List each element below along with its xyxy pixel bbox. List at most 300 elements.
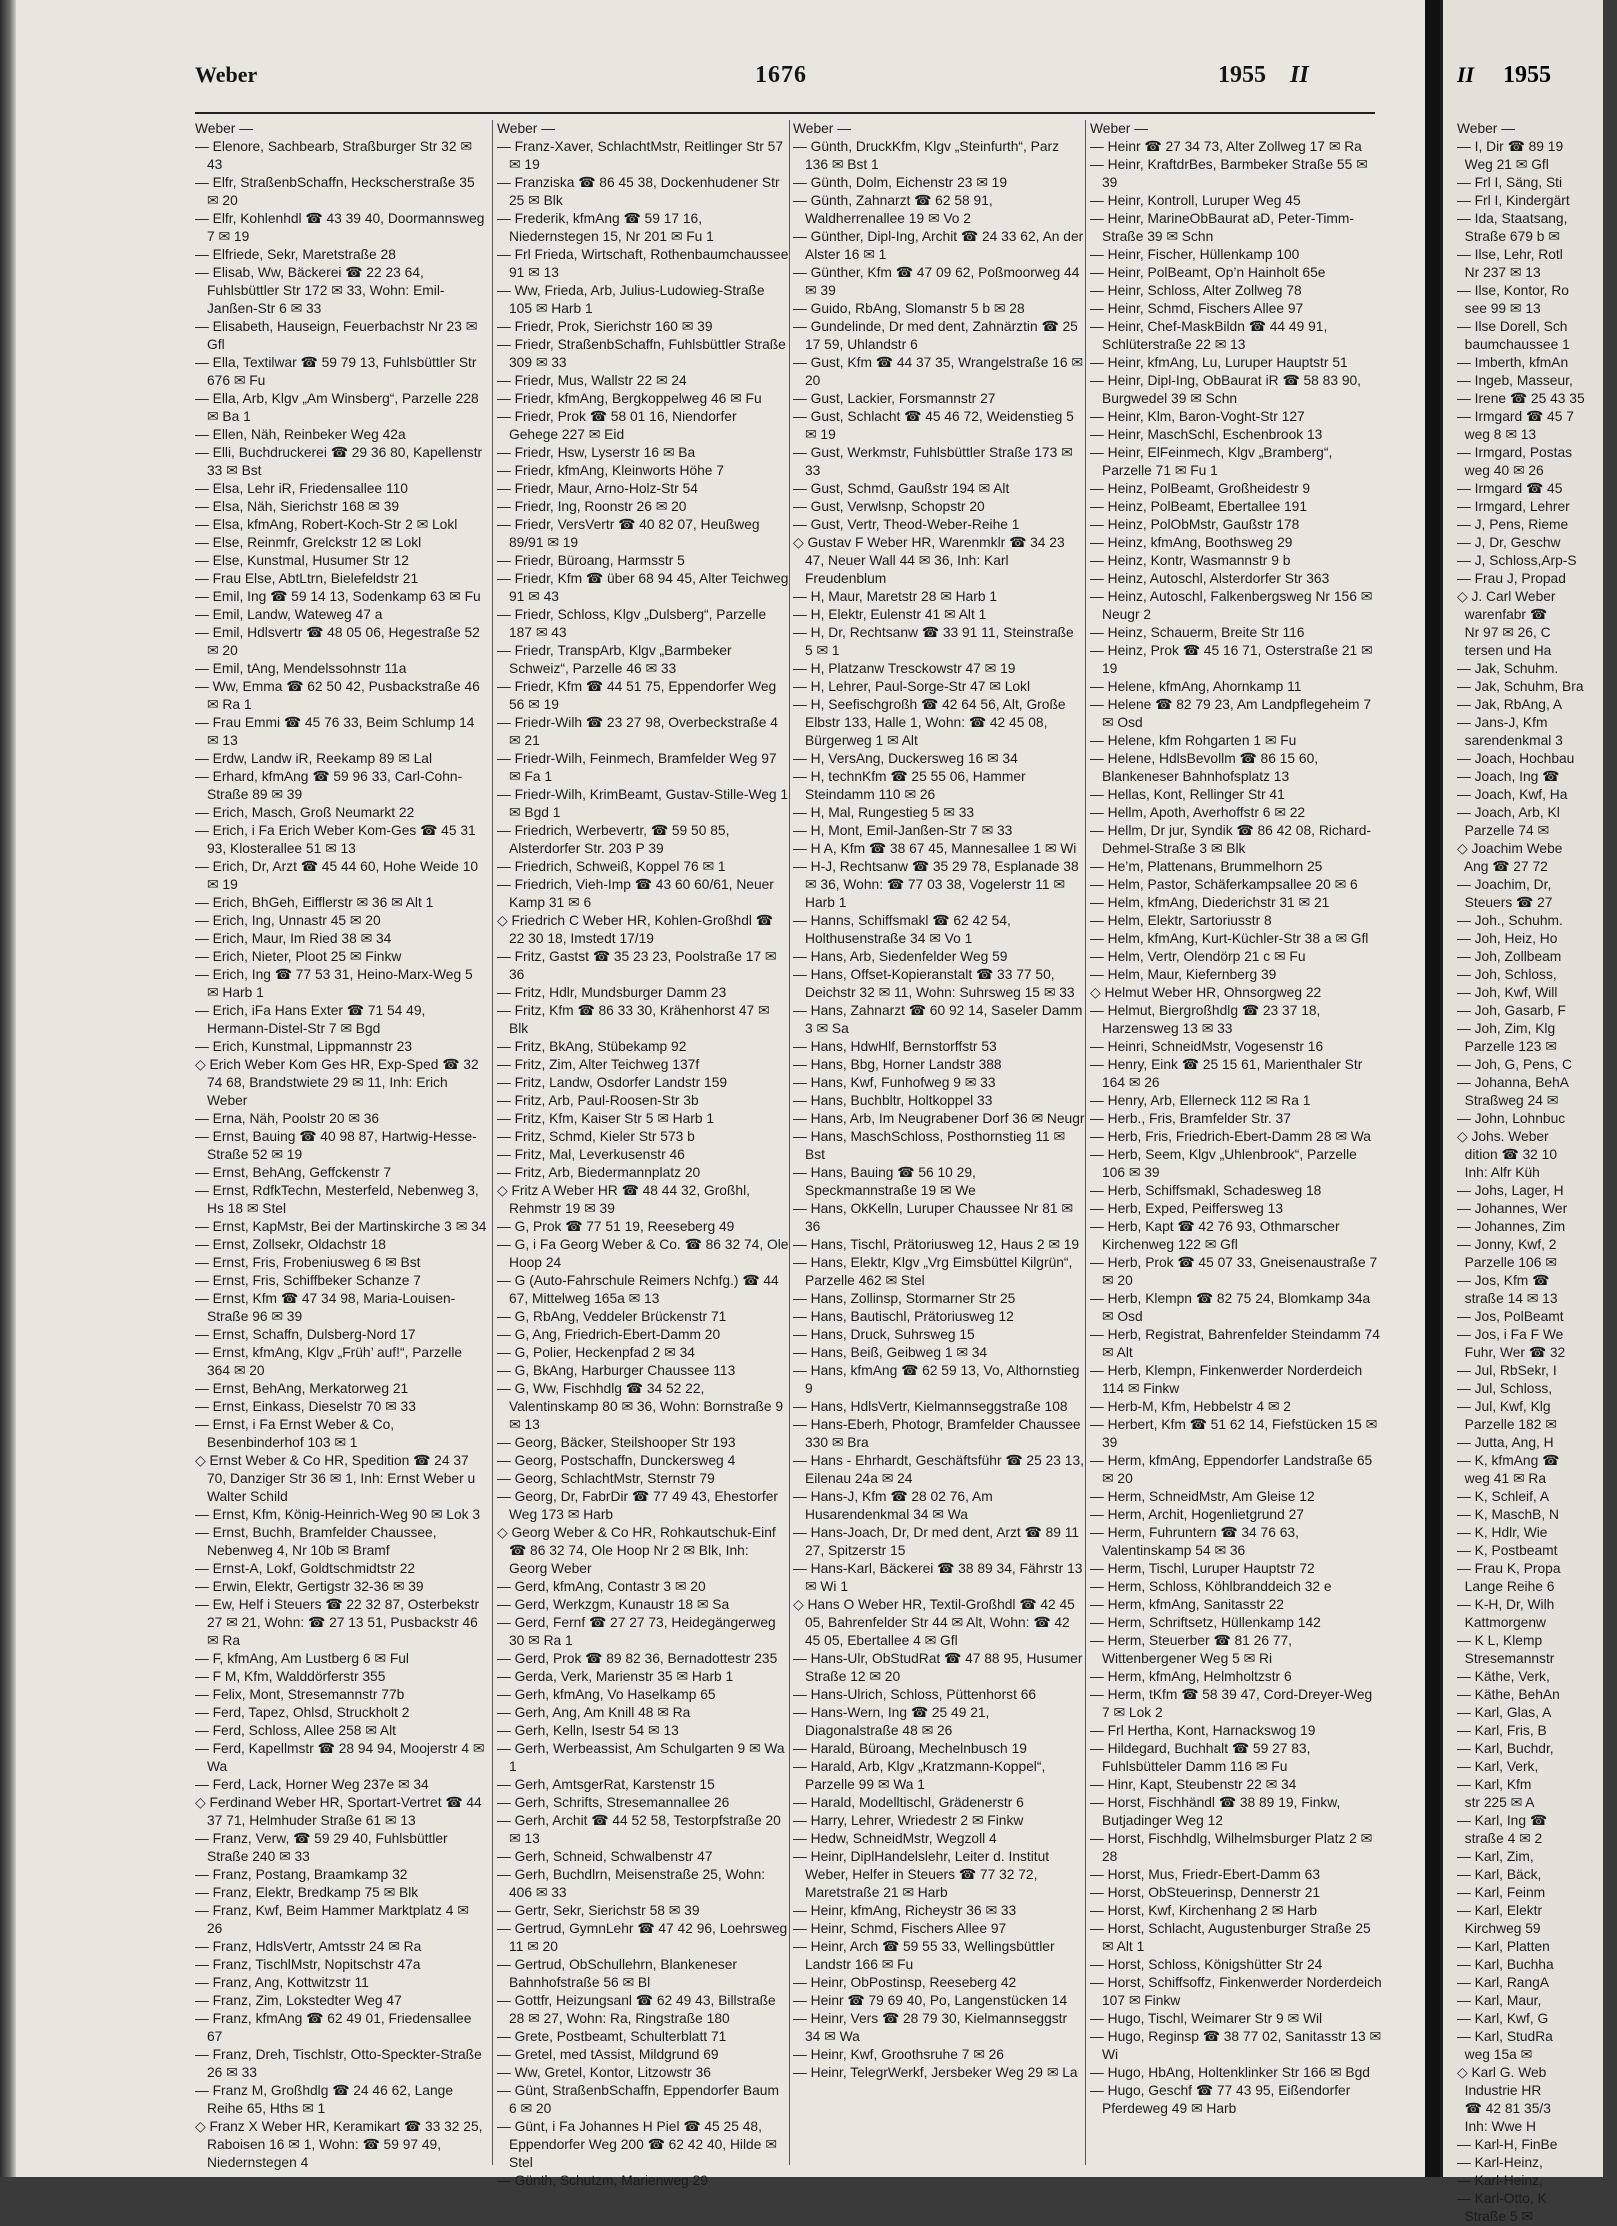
directory-entry: — Fritz, Arb, Biedermannplatz 20 [497, 1165, 701, 1180]
directory-entry: — Fritz, Gastst ☎ 35 23 23, Poolstraße 17 ✉ 36 [497, 949, 777, 982]
directory-entry: — Hanns, Schiffsmakl ☎ 62 42 54, Holthusenstraße 34 ✉ Vo 1 [793, 913, 1011, 946]
directory-entry: — Erich, Dr, Arzt ☎ 45 44 60, Hohe Weide 10 ✉ 19 [195, 859, 479, 892]
adjacent-entry-fragment: Straße 5 ✉ [1457, 2209, 1533, 2224]
adjacent-entry-fragment: — Jans-J, Kfm [1457, 715, 1548, 730]
directory-entry: — Hans, Bautischl, Prätoriusweg 12 [793, 1309, 1014, 1324]
directory-entry: — Hans-J, Kfm ☎ 28 02 76, Am Husarendenkmal 34 ✉ Wa [793, 1489, 993, 1522]
adjacent-entry-fragment: ◇ Joachim Webe [1457, 841, 1563, 856]
adjacent-entry-fragment: — Jak, Schuhm, Bra [1457, 679, 1584, 694]
directory-entry: — Ferd, Tapez, Ohlsd, Struckholt 2 [195, 1705, 410, 1720]
directory-entry: — Friedr, Mus, Wallstr 22 ✉ 24 [497, 373, 687, 388]
directory-entry: — Herm, Fuhruntern ☎ 34 76 63, Valentinskamp 54 ✉ 36 [1090, 1525, 1299, 1558]
directory-entry: — Friedr, Maur, Arno-Holz-Str 54 [497, 481, 698, 496]
adjacent-entry-fragment: straße 14 ✉ 13 [1457, 1291, 1558, 1306]
directory-entry: — Fritz, Mal, Leverkusenstr 46 [497, 1147, 685, 1162]
directory-entry: — Erich, Kunstmal, Lippmannstr 23 [195, 1039, 413, 1054]
directory-entry: — Herb, Seem, Klgv „Uhlenbrook“, Parzelle 106 ✉ 39 [1090, 1147, 1357, 1180]
directory-entry: — Günther, Dipl-Ing, Archit ☎ 24 33 62, An der Alster 16 ✉ 1 [793, 229, 1084, 262]
adjacent-entry-fragment: — Joh, G, Pens, C [1457, 1057, 1573, 1072]
adjacent-entry-fragment: — Irmgard ☎ 45 [1457, 481, 1563, 496]
directory-entry: — Ww, Frieda, Arb, Julius-Ludowieg-Straße 105 ✉ Harb 1 [497, 283, 765, 316]
directory-entry: — Heinr, Schloss, Alter Zollweg 78 [1090, 283, 1302, 298]
directory-entry: — Friedr, Prok ☎ 58 01 16, Niendorfer Gehege 227 ✉ Eid [497, 409, 737, 442]
directory-entry: — Erich, BhGeh, Eifflerstr ✉ 36 ✉ Alt 1 [195, 895, 434, 910]
directory-entry: — Herb, Registrat, Bahrenfelder Steindamm 74 ✉ Alt [1090, 1327, 1380, 1360]
directory-entry: — Hans-Ulr, ObStudRat ☎ 47 88 95, Husumer Straße 12 ✉ 20 [793, 1651, 1083, 1684]
directory-entry: ◇ Ernst Weber & Co HR, Spedition ☎ 24 37 70, Danziger Str 36 ✉ 1, Inh: Ernst Weber u Walter Schild [195, 1453, 476, 1504]
directory-entry: — Franz-Xaver, SchlachtMstr, Reitlinger Str 57 ✉ 19 [497, 139, 784, 172]
directory-entry: — Hugo, Tischl, Weimarer Str 9 ✉ Wil [1090, 2011, 1323, 2026]
directory-entry: — Erich, Nieter, Ploot 25 ✉ Finkw [195, 949, 402, 964]
directory-entry: — H, Dr, Rechtsanw ☎ 33 91 11, Steinstraße 5 ✉ 1 [793, 625, 1074, 658]
directory-entry: — Erich, i Fa Erich Weber Kom-Ges ☎ 45 31 93, Klosterallee 51 ✉ 13 [195, 823, 476, 856]
directory-entry: — Herm, Tischl, Luruper Hauptstr 72 [1090, 1561, 1315, 1576]
directory-entry: — Herb, Exped, Peiffersweg 13 [1090, 1201, 1284, 1216]
directory-entry: — Ernst, RdfkTechn, Mesterfeld, Nebenweg 3, Hs 18 ✉ Stel [195, 1183, 479, 1216]
adjacent-entry-fragment: — Jul, Schloss, [1457, 1381, 1553, 1396]
directory-entry: — Horst, Schloss, Königshütter Str 24 [1090, 1957, 1323, 1972]
directory-entry: — Herm, Steuerber ☎ 81 26 77, Wittenbergener Weg 5 ✉ Ri [1090, 1633, 1293, 1666]
directory-entry: — F M, Kfm, Walddörferstr 355 [195, 1669, 386, 1684]
adjacent-entry-fragment: — Karl, Fris, B [1457, 1723, 1547, 1738]
directory-entry: — Fritz, Schmd, Kieler Str 573 b [497, 1129, 695, 1144]
adjacent-entry-fragment: — Karl, Verk, [1457, 1759, 1539, 1774]
adjacent-entry-fragment: Parzelle 74 ✉ [1457, 823, 1550, 838]
directory-entry: — Ferd, Schloss, Allee 258 ✉ Alt [195, 1723, 396, 1738]
header-year: 1955 [1218, 62, 1266, 88]
adjacent-entry-fragment: — Joh, Kwf, Will [1457, 985, 1558, 1000]
directory-entry: — Georg, SchlachtMstr, Sternstr 79 [497, 1471, 715, 1486]
directory-entry: — Heinr, Klm, Baron-Voght-Str 127 [1090, 409, 1305, 424]
adjacent-entry-fragment: Parzelle 106 ✉ [1457, 1255, 1557, 1270]
directory-entry: — Ww, Emma ☎ 62 50 42, Pusbackstraße 46 ✉ Ra 1 [195, 679, 480, 712]
adjacent-entry-fragment: — Irmgard, Postas [1457, 445, 1573, 460]
adjacent-entry-fragment: — Johannes, Zim [1457, 1219, 1566, 1234]
directory-entry: — Erna, Näh, Poolstr 20 ✉ 36 [195, 1111, 380, 1126]
directory-entry: — Helene ☎ 82 79 23, Am Landpflegeheim 7 ✉ Osd [1090, 697, 1372, 730]
directory-entry: — Heinr, Kwf, Groothsruhe 7 ✉ 26 [793, 2047, 1004, 2062]
directory-entry: — Heinr, Chef-MaskBildn ☎ 44 49 91, Schlüterstraße 22 ✉ 13 [1090, 319, 1328, 352]
adjacent-entry-fragment: — Johanna, BehA [1457, 1075, 1569, 1090]
directory-entry: — Heinr, TelegrWerkf, Jersbeker Weg 29 ✉ La [793, 2065, 1078, 2080]
adjacent-entry-fragment: ◇ Karl G. Web [1457, 2065, 1547, 2080]
directory-entry: — Ernst, Fris, Frobeniusweg 6 ✉ Bst [195, 1255, 421, 1270]
directory-entry: — Herb, Klempn ☎ 82 75 24, Blomkamp 34a ✉ Osd [1090, 1291, 1371, 1324]
header-section: II [1290, 62, 1309, 88]
directory-entry: — Günt, i Fa Johannes H Piel ☎ 45 25 48, Eppendorfer Weg 200 ☎ 62 42 40, Hilde ✉ Stel [497, 2119, 777, 2170]
directory-entry: — H, VersAng, Duckersweg 16 ✉ 34 [793, 751, 1018, 766]
directory-entry: — Elsa, kfmAng, Robert-Koch-Str 2 ✉ Lokl [195, 517, 458, 532]
directory-entry: — Gerd, Prok ☎ 89 82 36, Bernadottestr 235 [497, 1651, 778, 1666]
directory-entry: — Emil, Hdlsvertr ☎ 48 05 06, Hegestraße 52 ✉ 20 [195, 625, 480, 658]
adjacent-entry-fragment: — K, kfmAng ☎ [1457, 1453, 1560, 1468]
directory-entry: — Friedrich, Schweiß, Koppel 76 ✉ 1 [497, 859, 726, 874]
directory-entry: — Ernst, KapMstr, Bei der Martinskirche 3 ✉ 34 [195, 1219, 487, 1234]
adjacent-entry-fragment: — K L, Klemp [1457, 1633, 1543, 1648]
directory-entry: — Fritz, Zim, Alter Teichweg 137f [497, 1057, 700, 1072]
directory-entry: — Else, Kunstmal, Husumer Str 12 [195, 553, 409, 568]
directory-entry: — Franz, Kwf, Beim Hammer Marktplatz 4 ✉ 26 [195, 1903, 469, 1936]
adjacent-entry-fragment: — Joh, Schloss, [1457, 967, 1557, 982]
directory-entry: — Fritz, Arb, Paul-Roosen-Str 3b [497, 1093, 699, 1108]
directory-entry: — Ernst, Fris, Schiffbeker Schanze 7 [195, 1273, 421, 1288]
directory-entry: — Horst, ObSteuerinsp, Dennerstr 21 [1090, 1885, 1321, 1900]
directory-entry: — Franz, Zim, Lokstedter Weg 47 [195, 1993, 402, 2008]
directory-entry: — G, RbAng, Veddeler Brückenstr 71 [497, 1309, 727, 1324]
directory-entry: — Friedr, Prok, Sierichstr 160 ✉ 39 [497, 319, 713, 334]
adjacent-entry-fragment: — John, Lohnbuc [1457, 1111, 1566, 1126]
directory-entry: — Frl Hertha, Kont, Harnackswog 19 [1090, 1723, 1316, 1738]
column-divider [789, 120, 790, 2165]
directory-entry: — Hans, MaschSchloss, Posthornstieg 11 ✉ Bst [793, 1129, 1066, 1162]
directory-entry: — Hugo, Geschf ☎ 77 43 95, Eißendorfer Pferdeweg 49 ✉ Harb [1090, 2083, 1351, 2116]
directory-entry: — Georg, Postschaffn, Dunckersweg 4 [497, 1453, 736, 1468]
directory-entry: — Gerh, Werbeassist, Am Schulgarten 9 ✉ Wa 1 [497, 1741, 785, 1774]
adjacent-entry-fragment: — Ilse Dorell, Sch [1457, 319, 1568, 334]
directory-entry: — Ernst, Kfm, König-Heinrich-Weg 90 ✉ Lok 3 [195, 1507, 481, 1522]
adjacent-entry-fragment: — Karl-Heinz, [1457, 2173, 1543, 2188]
directory-entry: — Hans, Zahnarzt ☎ 60 92 14, Saseler Damm 3 ✉ Sa [793, 1003, 1083, 1036]
directory-entry: — Herm, kfmAng, Eppendorfer Landstraße 65 ✉ 20 [1090, 1453, 1373, 1486]
directory-entry: — Hugo, Reginsp ☎ 38 77 02, Sanitasstr 13 ✉ Wi [1090, 2029, 1382, 2062]
column-head: Weber — [497, 121, 556, 136]
directory-entry: — Heinri, SchneidMstr, Vogesenstr 16 [1090, 1039, 1324, 1054]
directory-entry: — Herm, Schloss, Köhlbranddeich 32 e [1090, 1579, 1332, 1594]
directory-entry: — Erwin, Elektr, Gertigstr 32-36 ✉ 39 [195, 1579, 424, 1594]
directory-entry: — Herm, SchneidMstr, Am Gleise 12 [1090, 1489, 1315, 1504]
directory-entry: — Ella, Arb, Klgv „Am Winsberg“, Parzelle 228 ✉ Ba 1 [195, 391, 479, 424]
directory-entry: — Hans-Karl, Bäckerei ☎ 38 89 34, Fährstr 13 ✉ Wi 1 [793, 1561, 1083, 1594]
directory-entry: — Friedr-Wilh ☎ 23 27 98, Overbeckstraße 4 ✉ 21 [497, 715, 778, 748]
directory-entry: — Franz, Elektr, Bredkamp 75 ✉ Blk [195, 1885, 419, 1900]
adjacent-entry-fragment: — Jos, i Fa F We [1457, 1327, 1564, 1342]
directory-entry: — G, Ang, Friedrich-Ebert-Damm 20 [497, 1327, 721, 1342]
directory-entry: — Friedr, Kfm ☎ 44 51 75, Eppendorfer Weg 56 ✉ 19 [497, 679, 777, 712]
directory-entry: — Herb., Fris, Bramfelder Str. 37 [1090, 1111, 1291, 1126]
directory-entry: — H, technKfm ☎ 25 55 06, Hammer Steindamm 110 ✉ 26 [793, 769, 1026, 802]
directory-entry: — Hans, Arb, Siedenfelder Weg 59 [793, 949, 1008, 964]
adjacent-entry-fragment: — K, Postbeamt [1457, 1543, 1558, 1558]
directory-entry: — Erich, Ing ☎ 77 53 31, Heino-Marx-Weg 5 ✉ Harb 1 [195, 967, 473, 1000]
directory-entry: — H-J, Rechtsanw ☎ 35 29 78, Esplanade 38 ✉ 36, Wohn: ☎ 77 03 38, Vogelerstr 11 ✉ Harb 1 [793, 859, 1079, 910]
directory-entry: — H, Seefischgroßh ☎ 42 64 56, Alt, Große Elbstr 133, Halle 1, Wohn: ☎ 42 45 08, Bürgerweg 1 ✉ Alt [793, 697, 1066, 748]
adjacent-entry-fragment: Lange Reihe 6 [1457, 1579, 1555, 1594]
adjacent-entry-fragment: — Joach, Arb, Kl [1457, 805, 1560, 820]
directory-entry: — Gundelinde, Dr med dent, Zahnärztin ☎ 25 17 59, Uhlandstr 6 [793, 319, 1078, 352]
directory-entry: — G, Prok ☎ 77 51 19, Reeseberg 49 [497, 1219, 735, 1234]
directory-entry: — Heinr, Dipl-Ing, ObBaurat iR ☎ 58 83 90, Burgwedel 39 ✉ Schn [1090, 373, 1362, 406]
adjacent-entry-fragment: — K, Hdlr, Wie [1457, 1525, 1548, 1540]
directory-entry: — Friedr, Schloss, Klgv „Dulsberg“, Parzelle 187 ✉ 43 [497, 607, 767, 640]
directory-entry: — Georg, Bäcker, Steilshooper Str 193 [497, 1435, 736, 1450]
directory-entry: — Heinz, Schauerm, Breite Str 116 [1090, 625, 1305, 640]
adjacent-entry-fragment: — Karl, Platten [1457, 1939, 1550, 1954]
column-head: Weber — [1090, 121, 1149, 136]
adjacent-entry-fragment: — Jonny, Kwf, 2 [1457, 1237, 1557, 1252]
adjacent-entry-fragment: see 99 ✉ 13 [1457, 301, 1541, 316]
directory-column-1 [195, 120, 487, 2170]
directory-entry: — Franz, Postang, Braamkamp 32 [195, 1867, 408, 1882]
adjacent-entry-fragment: Nr 97 ✉ 26, C [1457, 625, 1551, 640]
adjacent-entry-fragment: Parzelle 182 ✉ [1457, 1417, 1557, 1432]
directory-entry: — G (Auto-Fahrschule Reimers Nchfg.) ☎ 44 67, Mittelweg 165a ✉ 13 [497, 1273, 779, 1306]
directory-entry: ◇ Fritz A Weber HR ☎ 48 44 32, Großhl, Rehmstr 19 ✉ 39 [497, 1183, 750, 1216]
page-number: 1676 [755, 62, 807, 88]
directory-entry: — Helene, HdlsBevollm ☎ 86 15 60, Blankeneser Bahnhofsplatz 13 [1090, 751, 1319, 784]
directory-entry: — Harald, Arb, Klgv „Kratzmann-Koppel“, Parzelle 99 ✉ Wa 1 [793, 1759, 1046, 1792]
directory-entry: — H, Lehrer, Paul-Sorge-Str 47 ✉ Lokl [793, 679, 1031, 694]
adjacent-entry-fragment: — J, Schloss,Arp-S [1457, 553, 1577, 568]
directory-entry: — Heinr, Schmd, Fischers Allee 97 [793, 1921, 1007, 1936]
directory-entry: — Fritz, Kfm, Kaiser Str 5 ✉ Harb 1 [497, 1111, 715, 1126]
directory-entry: — Gerda, Verk, Marienstr 35 ✉ Harb 1 [497, 1669, 734, 1684]
directory-entry: — Franz, Verw, ☎ 59 29 40, Fuhlsbüttler Straße 240 ✉ 33 [195, 1831, 448, 1864]
directory-entry: — Horst, Fischhändl ☎ 38 89 19, Finkw, Butjadinger Weg 12 [1090, 1795, 1341, 1828]
adjacent-entry-fragment: Kirchweg 59 [1457, 1921, 1541, 1936]
adjacent-entry-fragment: — Irene ☎ 25 43 35 [1457, 391, 1585, 406]
adjacent-page-section: II [1457, 62, 1475, 87]
directory-entry: — Gust, Kfm ☎ 44 37 35, Wrangelstraße 16 ✉ 20 [793, 355, 1083, 388]
directory-entry: — Henry, Eink ☎ 25 15 61, Marienthaler Str 164 ✉ 26 [1090, 1057, 1363, 1090]
directory-entry: — Heinz, Autoschl, Falkenbergsweg Nr 156 ✉ Neugr 2 [1090, 589, 1373, 622]
directory-entry: — Herm, tKfm ☎ 58 39 47, Cord-Dreyer-Weg 7 ✉ Lok 2 [1090, 1687, 1373, 1720]
directory-entry: — Friedr, Büroang, Harmsstr 5 [497, 553, 685, 568]
directory-entry: — H, Mal, Rungestieg 5 ✉ 33 [793, 805, 975, 820]
directory-entry: — Elfr, StraßenbSchaffn, Heckscherstraße 35 ✉ 20 [195, 175, 475, 208]
adjacent-entry-fragment: — Karl, RangA [1457, 1975, 1550, 1990]
directory-entry: — Heinr, Vers ☎ 28 79 30, Kielmannseggstr 34 ✉ Wa [793, 2011, 1068, 2044]
directory-entry: — Emil, Ing ☎ 59 14 13, Sodenkamp 63 ✉ Fu [195, 589, 481, 604]
directory-entry: — Elsa, Lehr iR, Friedensallee 110 [195, 481, 408, 496]
adjacent-entry-fragment: weg 8 ✉ 13 [1457, 427, 1537, 442]
directory-entry: — Ernst, BehAng, Merkatorweg 21 [195, 1381, 409, 1396]
directory-entry: — Gertrud, GymnLehr ☎ 47 42 96, Loehrsweg 11 ✉ 20 [497, 1921, 788, 1954]
directory-entry: — H, Platzanw Tresckowstr 47 ✉ 19 [793, 661, 1016, 676]
directory-entry: — Heinr, MarineObBaurat aD, Peter-Timm-Straße 39 ✉ Schn [1090, 211, 1354, 244]
adjacent-entry-fragment: Weg 21 ✉ Gfl [1457, 157, 1549, 172]
adjacent-entry-fragment: — Käthe, BehAn [1457, 1687, 1560, 1702]
directory-entry: — Friedr, Kfm ☎ über 68 94 45, Alter Teichweg 91 ✉ 43 [497, 571, 789, 604]
directory-entry: — Hans, Druck, Suhrsweg 15 [793, 1327, 975, 1342]
directory-entry: — Elfriede, Sekr, Maretstraße 28 [195, 247, 396, 262]
directory-entry: — Friedr, Hsw, Lyserstr 16 ✉ Ba [497, 445, 696, 460]
adjacent-entry-fragment: — J, Pens, Rieme [1457, 517, 1569, 532]
adjacent-entry-fragment: — Frl I, Kindergärt [1457, 193, 1570, 208]
adjacent-entry-fragment: — Karl, Maur, [1457, 1993, 1542, 2008]
adjacent-entry-fragment: baumchaussee 1 [1457, 337, 1570, 352]
directory-entry: — Heinz, PolBeamt, Großheidestr 9 [1090, 481, 1311, 496]
directory-entry: — Herb, Schiffsmakl, Schadesweg 18 [1090, 1183, 1322, 1198]
directory-entry: — Friedr, Ing, Roonstr 26 ✉ 20 [497, 499, 687, 514]
adjacent-entry-fragment: Nr 237 ✉ 13 [1457, 265, 1541, 280]
directory-entry: — Harald, Modelltischl, Grädenerstr 6 [793, 1795, 1024, 1810]
directory-entry: — Herm, kfmAng, Sanitasstr 22 [1090, 1597, 1284, 1612]
adjacent-entry-fragment: Fuhr, Wer ☎ 32 [1457, 1345, 1566, 1360]
directory-entry: — Friedrich, Werbevertr, ☎ 59 50 85, Alsterdorfer Str. 203 P 39 [497, 823, 730, 856]
adjacent-entry-fragment: — Karl, Buchha [1457, 1957, 1554, 1972]
directory-entry: — Hans, Elektr, Klgv „Vrg Eimsbüttel Kilgrün“, Parzelle 462 ✉ Stel [793, 1255, 1073, 1288]
directory-entry: — Friedr-Wilh, KrimBeamt, Gustav-Stille-Weg 1 ✉ Bgd 1 [497, 787, 789, 820]
directory-entry: — Ernst, i Fa Ernst Weber & Co, Besenbinderhof 103 ✉ 1 [195, 1417, 395, 1450]
directory-entry: — Günther, Kfm ☎ 47 09 62, Poßmoorweg 44 ✉ 39 [793, 265, 1080, 298]
directory-entry: — Helene, kfm Rohgarten 1 ✉ Fu [1090, 733, 1297, 748]
directory-entry: — Erdw, Landw iR, Reekamp 89 ✉ Lal [195, 751, 433, 766]
directory-entry: — Günth, Zahnarzt ☎ 62 58 91, Waldherrenallee 19 ✉ Vo 2 [793, 193, 993, 226]
directory-entry: — Ernst, Einkass, Dieselstr 70 ✉ 33 [195, 1399, 416, 1414]
directory-entry: — Helm, Maur, Kiefernberg 39 [1090, 967, 1277, 982]
directory-entry: — H, Maur, Maretstr 28 ✉ Harb 1 [793, 589, 998, 604]
adjacent-entry-fragment: — Karl, Zim, [1457, 1849, 1534, 1864]
directory-entry: — Gust, Lackier, Forsmannstr 27 [793, 391, 996, 406]
adjacent-entry-fragment: — Karl, Kwf, G [1457, 2011, 1549, 2026]
adjacent-entry-fragment: — Jos, Kfm ☎ [1457, 1273, 1550, 1288]
directory-entry: ◇ Helmut Weber HR, Ohnsorgweg 22 [1090, 985, 1322, 1000]
directory-entry: — Hellm, Dr jur, Syndik ☎ 86 42 08, Richard-Dehmel-Straße 3 ✉ Blk [1090, 823, 1371, 856]
adjacent-entry-fragment: — Frl I, Säng, Sti [1457, 175, 1563, 190]
directory-entry: — Ferd, Kapellmstr ☎ 28 94 94, Moojerstr 4 ✉ Wa [195, 1741, 485, 1774]
running-header-name: Weber [195, 62, 258, 87]
directory-entry: — Felix, Mont, Stresemannstr 77b [195, 1687, 405, 1702]
directory-entry: — Herm, Archit, Hogenlietgrund 27 [1090, 1507, 1304, 1522]
directory-entry: — Frau Else, AbtLtrn, Bielefeldstr 21 [195, 571, 419, 586]
directory-entry: — Franz, HdlsVertr, Amtsstr 24 ✉ Ra [195, 1939, 422, 1954]
directory-entry: — Frederik, kfmAng ☎ 59 17 16, Niedernstegen 15, Nr 201 ✉ Fu 1 [497, 211, 714, 244]
directory-entry: — Horst, Kwf, Kirchenhang 2 ✉ Harb [1090, 1903, 1318, 1918]
directory-entry: — Herb, Prok ☎ 45 07 33, Gneisenaustraße 7 ✉ 20 [1090, 1255, 1378, 1288]
adjacent-entry-fragment: — Karl-Heinz, [1457, 2155, 1543, 2170]
directory-entry: — Heinr, ElFeinmech, Klgv „Bramberg“, Parzelle 71 ✉ Fu 1 [1090, 445, 1333, 478]
directory-entry: — Erich, iFa Hans Exter ☎ 71 54 49, Hermann-Distel-Str 7 ✉ Bgd [195, 1003, 426, 1036]
directory-entry: — Heinr, kfmAng, Lu, Luruper Hauptstr 51 [1090, 355, 1348, 370]
directory-entry: — Ww, Gretel, Kontor, Litzowstr 36 [497, 2065, 711, 2080]
adjacent-entry-fragment: — Karl, Elektr [1457, 1903, 1543, 1918]
directory-entry: — Ernst, Bauing ☎ 40 98 87, Hartwig-Hesse-Straße 52 ✉ 19 [195, 1129, 477, 1162]
directory-entry: — Ernst, Zollsekr, Oldachstr 18 [195, 1237, 386, 1252]
adjacent-entry-fragment: — Ilse, Lehr, Rotl [1457, 247, 1563, 262]
directory-entry: — Helene, kfmAng, Ahornkamp 11 [1090, 679, 1302, 694]
column-divider [492, 120, 493, 2165]
directory-entry: — Hugo, HbAng, Holtenklinker Str 166 ✉ Bgd [1090, 2065, 1370, 2080]
adjacent-entry-fragment: — Karl-Otto, K [1457, 2191, 1547, 2206]
adjacent-page-column [1457, 120, 1617, 2224]
directory-entry: — Gertr, Sekr, Sierichstr 58 ✉ 39 [497, 1903, 700, 1918]
directory-entry: — Erich, Masch, Groß Neumarkt 22 [195, 805, 415, 820]
directory-entry: — Franz, TischlMstr, Nopitschstr 47a [195, 1957, 421, 1972]
adjacent-entry-fragment: — Karl, Ing ☎ [1457, 1813, 1548, 1828]
directory-entry: — Heinr, MaschSchl, Eschenbrook 13 [1090, 427, 1323, 442]
directory-entry: — Elfr, Kohlenhdl ☎ 43 39 40, Doormannsweg 7 ✉ 19 [195, 211, 485, 244]
directory-entry: — Heinr, DiplHandelslehr, Leiter d. Institut Weber, Helfer in Steuers ☎ 77 32 72, Maretstraße 21 ✉ Harb [793, 1849, 1050, 1900]
directory-entry: — G, BkAng, Harburger Chaussee 113 [497, 1363, 736, 1378]
directory-entry: — Heinr ☎ 27 34 73, Alter Zollweg 17 ✉ Ra [1090, 139, 1362, 154]
adjacent-entry-fragment: — I, Dir ☎ 89 19 [1457, 139, 1564, 154]
directory-entry: — Hans, Arb, Im Neugrabener Dorf 36 ✉ Neugr [793, 1111, 1085, 1126]
directory-column-2 [497, 120, 789, 2188]
adjacent-entry-fragment: — Jak, Schuhm. [1457, 661, 1559, 676]
adjacent-entry-fragment: ◇ J. Carl Weber [1457, 589, 1556, 604]
directory-entry: — Hildegard, Buchhalt ☎ 59 27 83, Fuhlsbütteler Damm 116 ✉ Fu [1090, 1741, 1311, 1774]
adjacent-entry-fragment: — Joh, Gasarb, F [1457, 1003, 1566, 1018]
adjacent-entry-fragment: warenfabr ☎ [1457, 607, 1548, 622]
adjacent-entry-fragment: Straßweg 24 ✉ [1457, 1093, 1559, 1108]
adjacent-entry-fragment: — Frau K, Propa [1457, 1561, 1561, 1576]
directory-entry: — Fritz, Landw, Osdorfer Landstr 159 [497, 1075, 728, 1090]
adjacent-page-fragment [1440, 0, 1603, 2224]
adjacent-entry-fragment: — Jul, RbSekr, I [1457, 1363, 1557, 1378]
directory-entry: — Frau Emmi ☎ 45 76 33, Beim Schlump 14 ✉ 13 [195, 715, 475, 748]
directory-entry: — Heinr, Fischer, Hüllenkamp 100 [1090, 247, 1300, 262]
directory-entry: — Gust, Werkmstr, Fuhlsbüttler Straße 173 ✉ 33 [793, 445, 1073, 478]
adjacent-entry-fragment: — Joh, Zim, Klg [1457, 1021, 1556, 1036]
adjacent-entry-fragment: — K-H, Dr, Wilh [1457, 1597, 1555, 1612]
adjacent-entry-fragment: — Karl, Feinm [1457, 1885, 1546, 1900]
directory-entry: ◇ Hans O Weber HR, Textil-Großhdl ☎ 42 45 05, Bahrenfelder Str 44 ✉ Alt, Wohn: ☎ 42 45 05, Ebertallee 4 ✉ Gfl [793, 1597, 1075, 1648]
directory-entry: — Horst, Schiffsoffz, Finkenwerder Norderdeich 107 ✉ Finkw [1090, 1975, 1382, 2008]
adjacent-entry-fragment: — Karl-H, FinBe [1457, 2137, 1558, 2152]
adjacent-entry-fragment: — K, MaschB, N [1457, 1507, 1559, 1522]
adjacent-entry-fragment: — Johs, Lager, H [1457, 1183, 1564, 1198]
directory-entry: — Gerh, Ang, Am Knill 48 ✉ Ra [497, 1705, 691, 1720]
directory-entry: — Friedr-Wilh, Feinmech, Bramfelder Weg 97 ✉ Fa 1 [497, 751, 777, 784]
directory-entry: — Gerd, kfmAng, Contastr 3 ✉ 20 [497, 1579, 706, 1594]
directory-entry: — Herb-M, Kfm, Hebbelstr 4 ✉ 2 [1090, 1399, 1291, 1414]
directory-entry: — Elisab, Ww, Bäckerei ☎ 22 23 64, Fuhlsbüttler Str 172 ✉ 33, Wohn: Emil-Janßen-Str 6 ✉ 33 [195, 265, 445, 316]
directory-entry: — Hans, Bbg, Horner Landstr 388 [793, 1057, 1002, 1072]
directory-entry: — Helm, kfmAng, Kurt-Küchler-Str 38 a ✉ Gfl [1090, 931, 1369, 946]
header-rule [195, 112, 1375, 114]
directory-entry: — Erich, Maur, Im Ried 38 ✉ 34 [195, 931, 392, 946]
directory-entry: — Erhard, kfmAng ☎ 59 96 33, Carl-Cohn-Straße 89 ✉ 39 [195, 769, 463, 802]
directory-entry: — Herb, Fris, Friedrich-Ebert-Damm 28 ✉ Wa [1090, 1129, 1371, 1144]
directory-entry: — Ellen, Näh, Reinbeker Weg 42a [195, 427, 406, 442]
adjacent-entry-fragment: ◇ Johs. Weber [1457, 1129, 1549, 1144]
directory-entry: — He’m, Plattenans, Brummelhorn 25 [1090, 859, 1323, 874]
adjacent-entry-fragment: — Karl, Kfm [1457, 1777, 1532, 1792]
directory-entry: — Hans - Ehrhardt, Geschäftsführ ☎ 25 23 13, Eilenau 24a ✉ 24 [793, 1453, 1084, 1486]
directory-entry: — Heinr, PolBeamt, Op’n Hainholt 65e [1090, 265, 1326, 280]
directory-entry: — G, Ww, Fischhdlg ☎ 34 52 22, Valentinskamp 80 ✉ 36, Wohn: Bornstraße 9 ✉ 13 [497, 1381, 784, 1432]
directory-entry: — Hans-Wern, Ing ☎ 25 49 21, Diagonalstraße 48 ✉ 26 [793, 1705, 990, 1738]
directory-entry: — Heinr, Kontroll, Luruper Weg 45 [1090, 193, 1301, 208]
directory-entry: — Franz, Ang, Kottwitzstr 11 [195, 1975, 369, 1990]
adjacent-entry-fragment: — Ida, Staatsang, [1457, 211, 1568, 226]
directory-entry: — Herbert, Kfm ☎ 51 62 14, Fiefstücken 15 ✉ 39 [1090, 1417, 1378, 1450]
adjacent-entry-fragment: weg 15a ✉ [1457, 2047, 1533, 2062]
adjacent-entry-fragment: tersen und Ha [1457, 643, 1552, 658]
directory-entry: — Friedr, kfmAng, Bergkoppelweg 46 ✉ Fu [497, 391, 762, 406]
directory-entry: — Ernst, Kfm ☎ 47 34 98, Maria-Louisen-Straße 96 ✉ 39 [195, 1291, 456, 1324]
directory-entry: — G, Polier, Heckenpfad 2 ✉ 34 [497, 1345, 695, 1360]
adjacent-entry-fragment: — Jak, RbAng, A [1457, 697, 1563, 712]
directory-entry: — Hans, HdlsVertr, Kielmannseggstraße 108 [793, 1399, 1068, 1414]
directory-entry: — Gretel, med tAssist, Mildgrund 69 [497, 2047, 719, 2062]
directory-entry: — Ernst, BehAng, Geffckenstr 7 [195, 1165, 392, 1180]
directory-entry: — Helm, Elektr, Sartoriusstr 8 [1090, 913, 1272, 928]
adjacent-entry-fragment: sarendenkmal 3 [1457, 733, 1563, 748]
directory-entry: — Heinz, Prok ☎ 45 16 71, Osterstraße 21 ✉ 19 [1090, 643, 1373, 676]
directory-entry: — Hans, Tischl, Prätoriusweg 12, Haus 2 ✉ 19 [793, 1237, 1080, 1252]
directory-entry: ◇ Erich Weber Kom Ges HR, Exp-Sped ☎ 32 74 68, Brandstwiete 29 ✉ 11, Inh: Erich Weber [195, 1057, 479, 1108]
directory-entry: — Ella, Textilwar ☎ 59 79 13, Fuhlsbüttler Str 676 ✉ Fu [195, 355, 477, 388]
directory-entry: — Herm, Schriftsetz, Hüllenkamp 142 [1090, 1615, 1321, 1630]
directory-entry: — Friedr, StraßenbSchaffn, Fuhlsbüttler Straße 309 ✉ 33 [497, 337, 786, 370]
directory-entry: — Hans-Joach, Dr, Dr med dent, Arzt ☎ 89 11 27, Spitzerstr 15 [793, 1525, 1080, 1558]
directory-entry: — Friedr, TranspArb, Klgv „Barmbeker Schweiz“, Parzelle 46 ✉ 33 [497, 643, 732, 676]
directory-entry: — Hans, Buchbltr, Holtkoppel 33 [793, 1093, 993, 1108]
directory-entry: — Fritz, Hdlr, Mundsburger Damm 23 [497, 985, 727, 1000]
directory-entry: — F, kfmAng, Am Lustberg 6 ✉ Ful [195, 1651, 409, 1666]
directory-entry: — Helmut, Biergroßhdlg ☎ 23 37 18, Harzensweg 13 ✉ 33 [1090, 1003, 1321, 1036]
